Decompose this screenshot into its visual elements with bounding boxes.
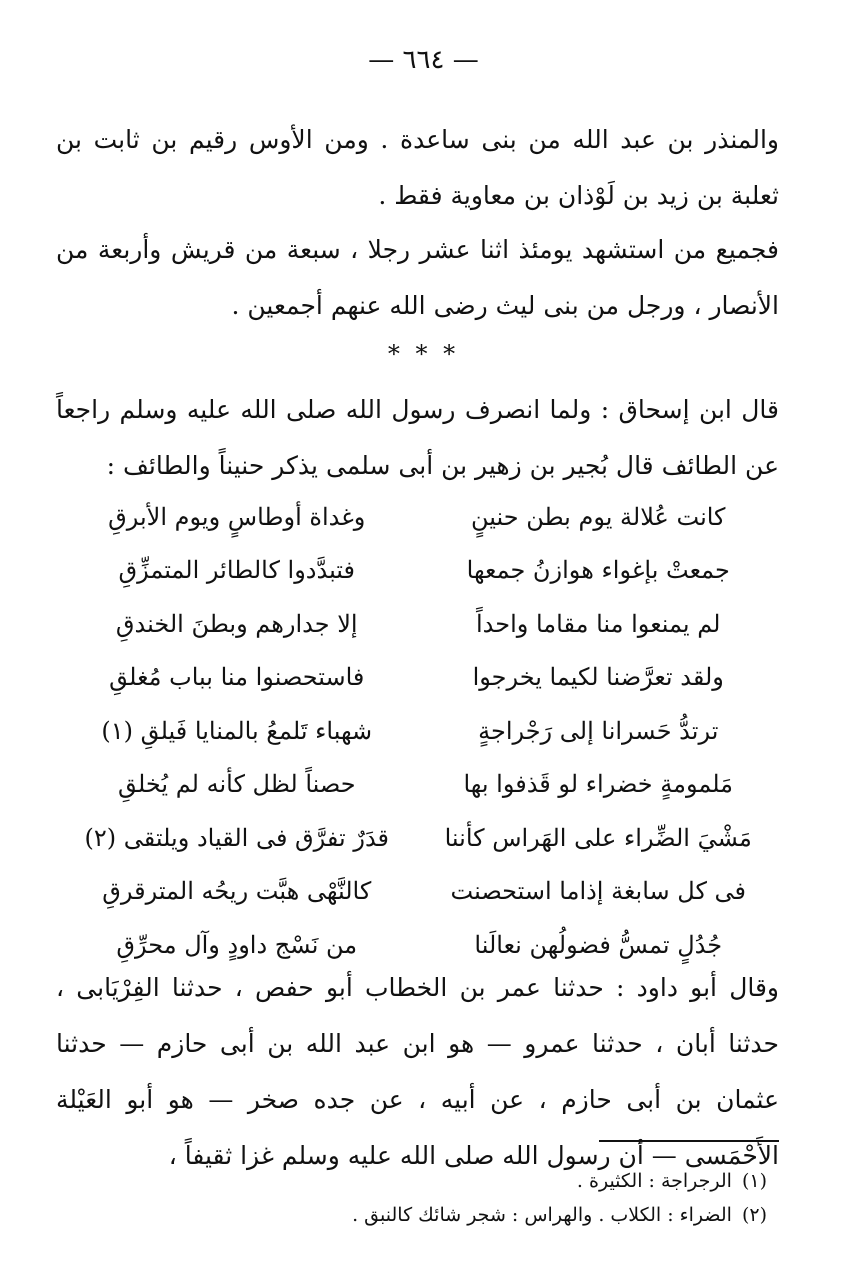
footnote-divider <box>599 1140 779 1142</box>
poem-verse <box>56 490 779 544</box>
poem-verse <box>56 651 779 705</box>
verse-second-hemistich: من نَسْج داودٍ وآل محرِّقِ <box>116 930 358 959</box>
poem-verse <box>56 544 779 598</box>
poem-verse <box>56 865 779 919</box>
verse-first-hemistich: جُدُلٍ تمسُّ فضولُهن نعالَنا <box>474 930 723 959</box>
verse-first-hemistich: ولقد تعرَّضنا لكيما يخرجوا <box>472 663 724 692</box>
verse-first-hemistich: كانت عُلالة يوم بطن حنينٍ <box>471 502 726 531</box>
footnotes <box>56 1164 767 1232</box>
footnote-number: (١) <box>741 1170 767 1192</box>
verse-second-hemistich: إلا جدارهم وبطنَ الخندقِ <box>115 609 358 638</box>
verse-second-hemistich: حصناً لظل كأنه لم يُخلقِ <box>117 770 356 799</box>
verse-second-hemistich: وغداة أوطاسٍ ويوم الأبرقِ <box>108 502 366 531</box>
verse-first-hemistich: جمعتْ بإغواء هوازنُ جمعها <box>466 556 730 585</box>
verse-first-hemistich: فى كل سابغة إذاما استحصنت <box>450 877 746 906</box>
verse-second-hemistich: فاستحصنوا منا بباب مُغلقِ <box>109 663 365 692</box>
section-separator: * * * <box>387 340 460 368</box>
footnote-text: الضراء : الكلاب . والهراس : شجر شائك كالنبق . <box>352 1204 732 1226</box>
page-number: — ٦٦٤ — <box>368 45 479 75</box>
footnote-number: (٢) <box>741 1204 767 1226</box>
paragraph-martyrs-list: والمنذر بن عبد الله من بنى ساعدة . ومن الأوس رقيم بن ثابت بن ثعلبة بن زيد بن لَوْذان بن معاوية فقط . <box>56 125 779 210</box>
verse-second-hemistich: فتبدَّدوا كالطائر المتمزِّقِ <box>118 556 356 585</box>
verse-first-hemistich: ترتدُّ حَسرانا إلى رَجْراجةٍ <box>478 716 719 745</box>
poem-verse <box>56 811 779 865</box>
paragraph-poem-intro: قال ابن إسحاق : ولما انصرف رسول الله صلى الله عليه وسلم راجعاً عن الطائف قال بُجير بن زهير بن أبى سلمى يذكر حنيناً والطائف : <box>56 395 779 480</box>
verse-second-hemistich: كالنَّهْى هبَّت ريحُه المترقرقِ <box>102 877 372 906</box>
verse-first-hemistich: مَلمومةٍ خضراء لو قَذفوا بها <box>463 770 734 799</box>
poem <box>56 490 779 972</box>
verse-first-hemistich: مَشْيَ الضِّراء على الهَراس كأننا <box>444 823 752 852</box>
footnote <box>56 1164 767 1198</box>
verse-second-hemistich: قدَرٌ تفرَّق فى القياد ويلتقى (٢) <box>84 823 390 852</box>
verse-second-hemistich: شهباء تَلمعُ بالمنايا فَيلقِ (١) <box>101 716 373 745</box>
paragraph-martyrs-total: فجميع من استشهد يومئذ اثنا عشر رجلا ، سبعة من قريش وأربعة من الأنصار ، ورجل من بنى ليث رضى الله عنهم أجمعين . <box>56 235 779 320</box>
poem-verse <box>56 704 779 758</box>
poem-verse <box>56 597 779 651</box>
paragraph-abu-dawud-narration: وقال أبو داود : حدثنا عمر بن الخطاب أبو حفص ، حدثنا الفِرْيَابى ، حدثنا أبان ، حدثنا عمرو — هو ابن عبد الله بن أبى حازم — حدثنا عثمان بن أبى حازم ، عن أبيه ، عن جده صخر — هو أبو العَيْلة الأَحْمَسى — أن رسول الله صلى الله عليه وسلم غزا ثقيفاً ، <box>56 973 779 1170</box>
poem-verse <box>56 758 779 812</box>
verse-first-hemistich: لم يمنعوا منا مقاما واحداً <box>476 609 721 638</box>
footnote <box>56 1198 767 1232</box>
footnote-text: الرجراجة : الكثيرة . <box>576 1170 732 1192</box>
